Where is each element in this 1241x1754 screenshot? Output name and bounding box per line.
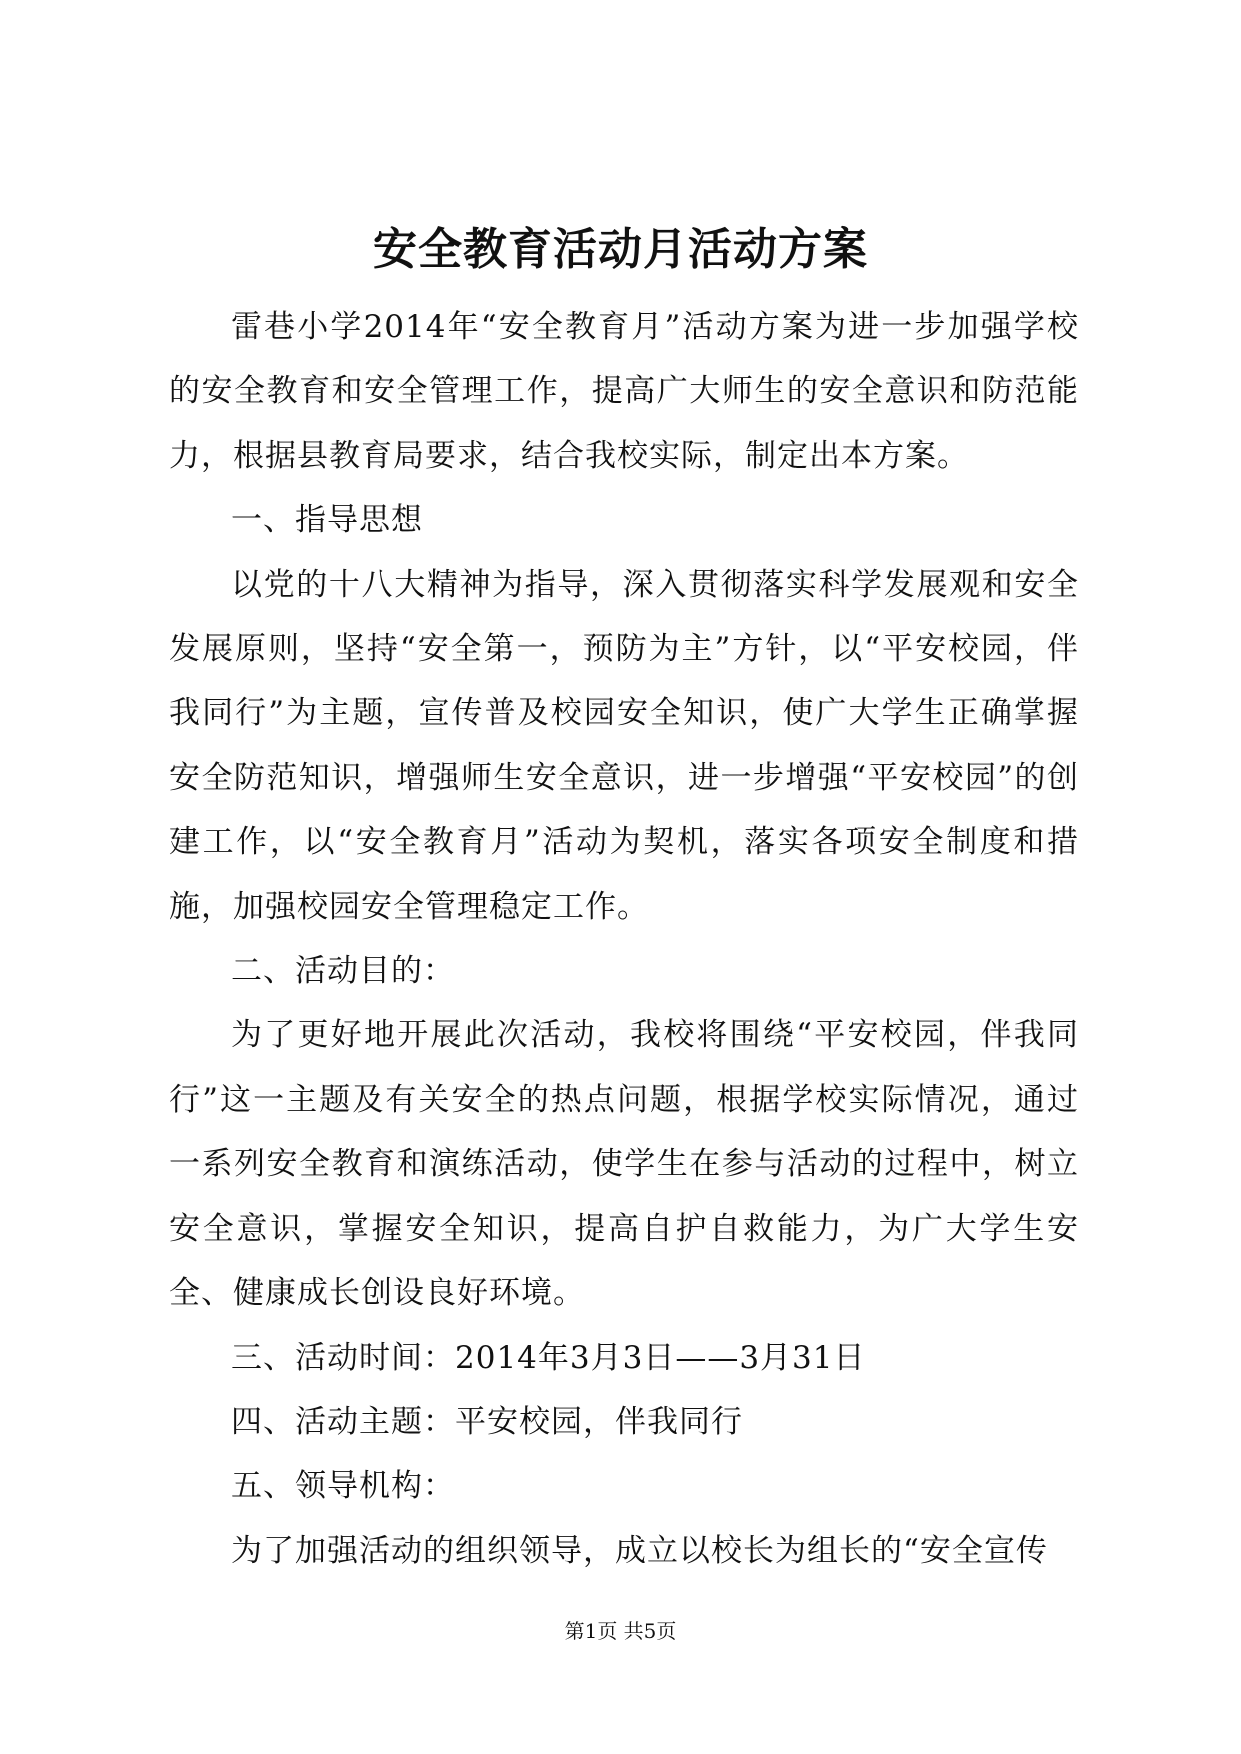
paragraph-leadership: 为了加强活动的组织领导，成立以校长为组长的“安全宣传 [231,1532,1048,1569]
heading-leadership: 五、领导机构： [231,1468,455,1505]
paragraph-activity-purpose: 为了更好地开展此次活动，我校将围绕“平安校园，伴我同行”这一主题及有关安全的热点问题，根据学校实际情况，通过一系列安全教育和演练活动，使学生在参与活动的过程中，树立安全意识，掌握安全知识，提高自护自救能力，为广大学生安全、健康成长创设良好环境。 [169,1017,1079,1312]
paragraph-guiding-ideology: 以党的十八大精神为指导，深入贯彻落实科学发展观和安全发展原则，坚持“安全第一，预防为主”方针，以“平安校园，伴我同行”为主题，宣传普及校园安全知识，使广大学生正确掌握安全防范知识，增强师生安全意识，进一步增强“平安校园”的创建工作，以“安全教育月”活动为契机，落实各项安全制度和措施，加强校园安全管理稳定工作。 [169,566,1079,925]
page-number-footer: 第1页 共5页 [564,1619,677,1643]
heading-guiding-ideology: 一、指导思想 [231,502,423,539]
document-title: 安全教育活动月活动方案 [373,224,868,275]
heading-activity-theme: 四、活动主题：平安校园，伴我同行 [231,1403,743,1440]
heading-activity-time: 三、活动时间：2014年3月3日——3月31日 [231,1339,866,1376]
document-body [169,295,1079,1583]
heading-activity-purpose: 二、活动目的： [231,953,455,990]
paragraph-intro: 雷巷小学2014年“安全教育月”活动方案为进一步加强学校的安全教育和安全管理工作，提高广大师生的安全意识和防范能力，根据县教育局要求，结合我校实际，制定出本方案。 [169,309,1079,474]
